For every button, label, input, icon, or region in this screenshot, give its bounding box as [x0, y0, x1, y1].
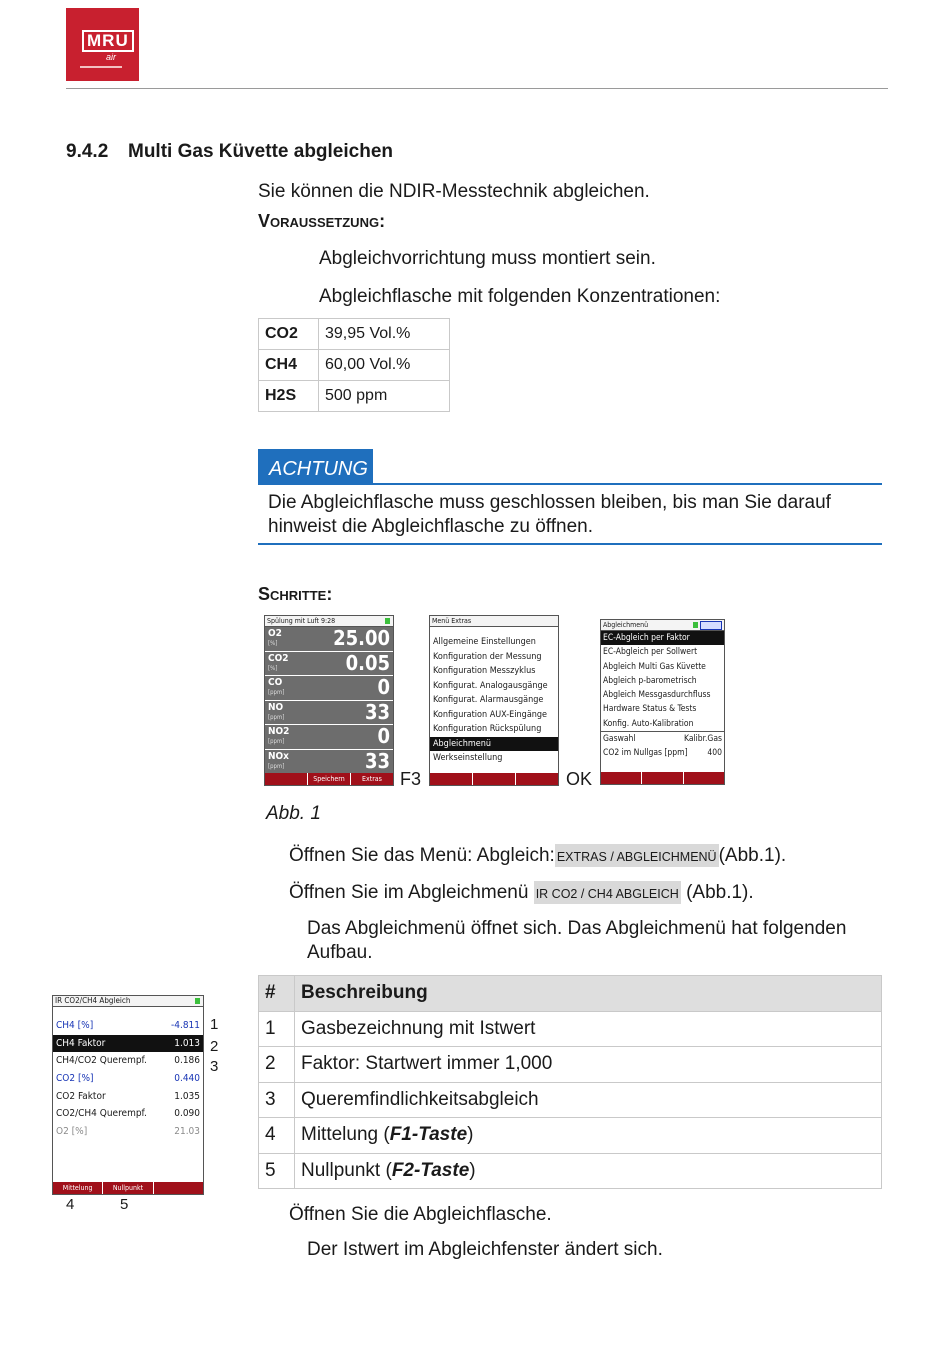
logo-bar — [80, 66, 122, 68]
calibration-row[interactable] — [53, 1070, 203, 1088]
softkey-mittelung[interactable]: Mittelung — [62, 1184, 93, 1192]
menu-item[interactable]: Abgleich Multi Gas Küvette — [603, 661, 706, 672]
callout-number: 5 — [120, 1196, 129, 1213]
instruction-step: Öffnen Sie die Abgleichflasche. — [289, 1204, 552, 1225]
menu-item[interactable]: EC-Abgleich per Sollwert — [603, 647, 698, 658]
screen-title-text: Abgleichmenü — [603, 621, 649, 629]
key-name: F2-Taste — [391, 1159, 470, 1181]
row-description — [295, 1153, 882, 1189]
battery-icon — [195, 998, 200, 1004]
gas-cell: H2S — [259, 381, 319, 412]
softkey-extras[interactable]: Extras — [350, 773, 393, 785]
gas-name: CO — [268, 677, 283, 688]
key-ok-label: OK — [566, 769, 593, 789]
battery-icon — [693, 622, 698, 628]
softkey-right[interactable] — [683, 772, 724, 784]
menu-item[interactable]: Abgleich Messgasdurchfluss — [603, 690, 711, 701]
value-cell: 60,00 Vol.% — [319, 350, 450, 381]
device-screen-ir-calibration — [52, 995, 204, 1195]
row-number: 5 — [259, 1153, 295, 1189]
measurement-row — [265, 701, 393, 726]
instruction-step — [289, 845, 786, 867]
device-screen-measurement — [264, 615, 394, 786]
instruction-text: (Abb.1). — [718, 845, 787, 866]
gas-unit: [%] — [268, 640, 278, 647]
calibration-row[interactable] — [53, 1123, 203, 1141]
screen-title-text: Menü Extras — [432, 617, 472, 625]
row-label: CO2/CH4 Querempf. — [56, 1108, 147, 1120]
logo-subtext: air — [106, 52, 117, 62]
calibration-row[interactable] — [53, 1052, 203, 1070]
gas-value: 0.05 — [345, 650, 390, 675]
row-description: Queremfindlichkeitsabgleich — [295, 1082, 882, 1118]
menu-item[interactable]: Konfiguration der Messung — [433, 651, 542, 662]
calibration-row-selected[interactable] — [53, 1035, 203, 1053]
prereq-item: Abgleichflasche mit folgenden Konzentrationen: — [319, 286, 721, 307]
row-label: CH4 [%] — [56, 1020, 94, 1031]
instruction-text: Öffnen Sie im Abgleichmenü — [289, 882, 529, 903]
menu-item[interactable]: Konfig. Auto-Kalibration — [603, 718, 694, 729]
setting-label: Gaswahl — [603, 734, 636, 745]
table-row — [259, 1153, 882, 1189]
row-description — [295, 1118, 882, 1154]
measurement-row — [265, 725, 393, 750]
menu-item[interactable]: Konfiguration Messzyklus — [433, 666, 536, 676]
softkey-nullpunkt[interactable]: Nullpunkt — [102, 1182, 152, 1194]
menu-item[interactable]: Konfiguration Rückspülung — [433, 724, 542, 734]
measurement-row — [265, 750, 393, 775]
desc-text: ) — [469, 1159, 476, 1181]
row-value: 21.03 — [174, 1126, 200, 1138]
row-number: 3 — [259, 1082, 295, 1118]
setting-row[interactable] — [601, 746, 724, 760]
setting-row[interactable] — [601, 731, 724, 746]
gas-cell: CH4 — [259, 350, 319, 381]
instruction-text: Öffnen Sie das Menü: Abgleich: — [289, 845, 555, 866]
value-cell: 500 ppm — [319, 381, 450, 412]
row-label: CO2 [%] — [56, 1073, 94, 1085]
logo-text: MRU — [82, 30, 134, 52]
function-key-bar — [53, 1182, 203, 1194]
gas-name: O2 — [268, 628, 282, 639]
table-header-row — [259, 976, 882, 1012]
menu-path: IR CO2 / CH4 ABGLEICH — [534, 881, 681, 904]
table-row — [259, 1011, 882, 1047]
desc-text: Mittelung ( — [301, 1124, 390, 1146]
gas-unit: [%] — [268, 664, 278, 672]
arrow-shape — [462, 768, 526, 773]
row-value: 1.035 — [174, 1090, 200, 1102]
softkey-right[interactable] — [153, 1182, 203, 1194]
warning-bottom-rule — [258, 543, 882, 545]
desc-text: Nullpunkt ( — [301, 1159, 392, 1181]
menu-path: EXTRAS / ABGLEICHMENÜ — [555, 844, 719, 867]
row-value: 0.090 — [174, 1108, 200, 1120]
desc-text: ) — [467, 1124, 474, 1146]
instruction-text: (Abb.1). — [686, 882, 754, 903]
company-logo — [66, 8, 139, 81]
setting-value: Kalibr.Gas — [683, 734, 722, 745]
row-description: Faktor: Startwert immer 1,000 — [295, 1047, 882, 1083]
warning-label: ACHTUNG — [258, 449, 373, 484]
gas-name: CO2 — [268, 652, 289, 664]
softkey-f1[interactable] — [265, 773, 307, 785]
menu-item-selected[interactable]: Abgleichmenü — [430, 737, 558, 752]
menu-item-selected[interactable]: EC-Abgleich per Faktor — [601, 631, 724, 645]
table-row — [259, 1118, 882, 1154]
softkey-middle[interactable] — [641, 772, 682, 784]
intro-text: Sie können die NDIR-Messtechnik abgleichen. — [258, 181, 650, 202]
function-key-bar — [601, 772, 724, 784]
row-number: 2 — [259, 1047, 295, 1083]
section-number: 9.4.2 — [66, 141, 109, 162]
menu-item[interactable]: Konfiguration AUX-Eingänge — [433, 709, 548, 720]
setting-label: CO2 im Nullgas [ppm] — [603, 748, 688, 759]
row-value: 1.013 — [174, 1037, 200, 1049]
menu-item[interactable]: Werkseinstellung — [433, 753, 503, 763]
softkey-save[interactable]: Speichern — [307, 773, 350, 785]
callout-number: 3 — [210, 1058, 219, 1075]
gas-unit: [ppm] — [268, 762, 285, 770]
screen-title — [430, 616, 558, 627]
figure-caption: Abb. 1 — [266, 803, 321, 824]
softkey-left[interactable] — [601, 772, 641, 784]
row-value: 0.186 — [174, 1055, 200, 1067]
gas-unit: [ppm] — [268, 689, 285, 696]
gas-value: 0 — [377, 675, 390, 699]
row-label: CO2 Faktor — [56, 1090, 106, 1102]
gas-unit: [ppm] — [268, 713, 285, 721]
device-screen-calibration-menu — [600, 619, 725, 785]
row-label: CH4 Faktor — [56, 1037, 106, 1049]
row-value: 0.440 — [174, 1073, 200, 1085]
description-table — [258, 975, 882, 1189]
calibration-row[interactable] — [53, 1088, 203, 1106]
value-cell: 39,95 Vol.% — [319, 319, 450, 350]
function-key-bar — [265, 773, 393, 785]
warning-text: Die Abgleichflasche muss geschlossen bleiben, bis man Sie darauf hinweist die Abgleichflasche zu öffnen. — [268, 492, 831, 537]
column-header: # — [259, 976, 295, 1012]
menu-item[interactable]: Konfigurat. Analogausgänge — [433, 680, 548, 691]
gas-value: 25.00 — [333, 626, 390, 650]
table-row — [259, 1047, 882, 1083]
row-number: 1 — [259, 1011, 295, 1047]
section-heading — [66, 141, 393, 163]
gas-value: 33 — [364, 699, 390, 724]
gas-cell: CO2 — [259, 319, 319, 350]
menu-item[interactable]: Allgemeine Einstellungen — [433, 637, 536, 647]
table-row — [259, 350, 450, 381]
measurement-row — [265, 627, 393, 652]
column-header: Beschreibung — [295, 976, 882, 1012]
table-row — [259, 381, 450, 412]
menu-item[interactable]: Hardware Status & Tests — [603, 704, 697, 715]
calibration-row[interactable] — [53, 1017, 203, 1035]
gas-value: 33 — [364, 748, 390, 773]
gas-unit: [ppm] — [268, 738, 285, 745]
gas-value: 0 — [377, 724, 390, 748]
screen-title-text: IR CO2/CH4 Abgleich — [55, 996, 131, 1005]
gas-name: NO — [268, 701, 284, 713]
calibration-row[interactable] — [53, 1105, 203, 1123]
screen-title — [53, 996, 203, 1007]
row-label: O2 [%] — [56, 1126, 88, 1138]
progress-indicator — [700, 621, 722, 630]
gas-name: NO2 — [268, 726, 290, 737]
section-title: Multi Gas Küvette abgleichen — [128, 141, 393, 162]
header-divider — [66, 88, 888, 89]
measurement-row — [265, 676, 393, 701]
warning-top-rule — [258, 483, 882, 485]
concentration-table — [258, 318, 450, 412]
row-number: 4 — [259, 1118, 295, 1154]
gas-name: NOx — [268, 750, 289, 762]
row-label: CH4/CO2 Querempf. — [56, 1055, 147, 1067]
result-text: Das Abgleichmenü öffnet sich. Das Abgleichmenü hat folgenden Aufbau. — [307, 918, 847, 963]
prereq-item: Abgleichvorrichtung muss montiert sein. — [319, 248, 656, 269]
row-description: Gasbezeichnung mit Istwert — [295, 1011, 882, 1047]
menu-item[interactable]: Abgleich p-barometrisch — [603, 675, 697, 686]
measurement-row — [265, 652, 393, 677]
setting-value: 400 — [707, 748, 722, 759]
instruction-step — [289, 882, 754, 904]
steps-label: Schritte: — [258, 584, 333, 604]
callout-number: 2 — [210, 1038, 219, 1055]
key-name: F1-Taste — [389, 1124, 468, 1146]
table-row — [259, 1082, 882, 1118]
battery-icon — [385, 618, 390, 624]
screen-title-text: Spülung mit Luft 9:28 — [267, 617, 336, 625]
screen-title — [601, 620, 724, 631]
row-value: -4.811 — [171, 1020, 200, 1031]
table-row — [259, 319, 450, 350]
prereq-label: Voraussetzung: — [258, 211, 386, 231]
device-screen-extras-menu — [429, 615, 559, 786]
result-text: Der Istwert im Abgleichfenster ändert sich. — [307, 1239, 663, 1260]
key-f3-label: F3 — [400, 769, 422, 789]
callout-number: 4 — [66, 1196, 75, 1213]
callout-number: 1 — [210, 1016, 219, 1033]
arrow-keys-icon — [458, 766, 538, 776]
menu-item[interactable]: Konfigurat. Alarmausgänge — [433, 695, 544, 705]
